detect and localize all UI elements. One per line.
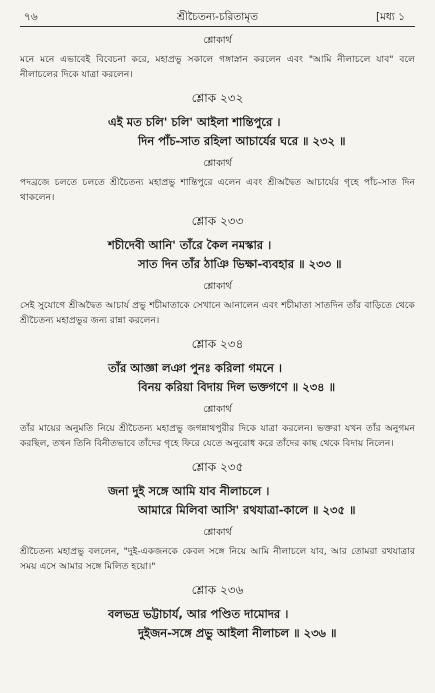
verse-line-1: শচীদেবী আনি' তাঁরে কৈল নমস্কার । bbox=[108, 238, 272, 252]
verse-text bbox=[20, 482, 415, 520]
verse-heading: শ্লোক ২৩৫ bbox=[191, 460, 244, 474]
verse-line-1: বলভদ্র ভট্টাচার্য, আর পণ্ডিত দামোদর । bbox=[108, 607, 289, 621]
verse-line-2: বিনয় করিয়া বিদায় দিল ভক্তগণে ॥ ২৩৪ ॥ bbox=[138, 380, 336, 394]
header-rule bbox=[20, 26, 415, 27]
translation-paragraph: সেই সুযোগে শ্রীঅদ্বৈত আচার্য প্রভু শচীমাতাকে সেখানে আনালেন এবং শচীমাতা সাতদিন তাঁর বাড়িতে থেকে শ্রীচৈতন্য মহাপ্রভুর জন্য রান্না করলেন। bbox=[20, 300, 415, 326]
verse-line-2: সাত দিন তাঁর ঠাঞি ভিক্ষা-ব্যবহার ॥ ২৩৩ ॥ bbox=[138, 257, 342, 271]
translation-paragraph: শ্রীচৈতন্য মহাপ্রভু বললেন, "দুই-একজনকে কেবল সঙ্গে নিয়ে আমি নীলাচলে যাব, আর তোমরা রথযাত্রার সময় এসে আমার সঙ্গে মিলিত হয়ো।" bbox=[20, 546, 415, 572]
verse-line-1: তাঁর আজ্ঞা লঞা পুনঃ করিলা গমনে । bbox=[108, 361, 283, 375]
book-title: শ্রীচৈতন্য-চরিতামৃত bbox=[176, 11, 259, 23]
verse-line-2: আমারে মিলিবা আসি' রথযাত্রা-কালে ॥ ২৩৫ ॥ bbox=[138, 503, 356, 517]
translation-paragraph: পদব্রজে চলতে চলতে শ্রীচৈতন্য মহাপ্রভু শান্তিপুরে এলেন এবং শ্রীঅদ্বৈত আচার্যের গৃহে পাঁচ-সাত দিন থাকলেন। bbox=[20, 177, 415, 203]
verse-heading: শ্লোক ২৩৬ bbox=[191, 583, 244, 597]
translation-heading: শ্লোকার্থ bbox=[203, 527, 232, 538]
verse-line-1: এই মত চলি' চলি' আইলা শান্তিপুরে । bbox=[108, 115, 281, 129]
translation-heading: শ্লোকার্থ bbox=[203, 35, 232, 46]
verse-text bbox=[20, 113, 415, 151]
chapter-label: [মধ্য ১ bbox=[375, 11, 405, 23]
translation-heading: শ্লোকার্থ bbox=[203, 281, 232, 292]
translation-heading: শ্লোকার্থ bbox=[203, 158, 232, 169]
verse-line-2: দুইজন-সঙ্গে প্রভু আইলা নীলাচল ॥ ২৩৬ ॥ bbox=[138, 626, 337, 640]
page-number: ৭৬ bbox=[24, 11, 38, 23]
translation-paragraph: মনে মনে এভাবেই বিবেচনা করে, মহাপ্রভু সকালে গঙ্গাস্নান করলেন এবং "আমি নীলাচলে যাব" বলে নীলাচলের দিকে যাত্রা করলেন। bbox=[20, 54, 415, 80]
verse-text bbox=[20, 605, 415, 643]
verse-heading: শ্লোক ২৩২ bbox=[191, 91, 244, 105]
verse-line-1: জনা দুই সঙ্গে আমি যাব নীলাচলে । bbox=[108, 484, 270, 498]
translation-heading: শ্লোকার্থ bbox=[203, 404, 232, 415]
verse-line-2: দিন পাঁচ-সাত রহিলা আচার্যের ঘরে ॥ ২৩২ ॥ bbox=[138, 134, 346, 148]
verse-heading: শ্লোক ২৩৪ bbox=[191, 337, 244, 351]
translation-paragraph: তাঁর মায়ের অনুমতি নিয়ে শ্রীচৈতন্য মহাপ্রভু জগন্নাথপুরীর দিকে যাত্রা করলেন। ভক্তরা যখন তাঁর অনুগমন করছিল, তখন তিনি বিনীতভাবে তাঁদের গৃহে ফিরে যেতে অনুরোধ করে তাঁদের কাছ থেকে বিদায় নিলেন। bbox=[20, 423, 415, 449]
verse-text bbox=[20, 236, 415, 274]
verse-text bbox=[20, 359, 415, 397]
running-header bbox=[20, 4, 415, 28]
verse-heading: শ্লোক ২৩৩ bbox=[191, 214, 244, 228]
